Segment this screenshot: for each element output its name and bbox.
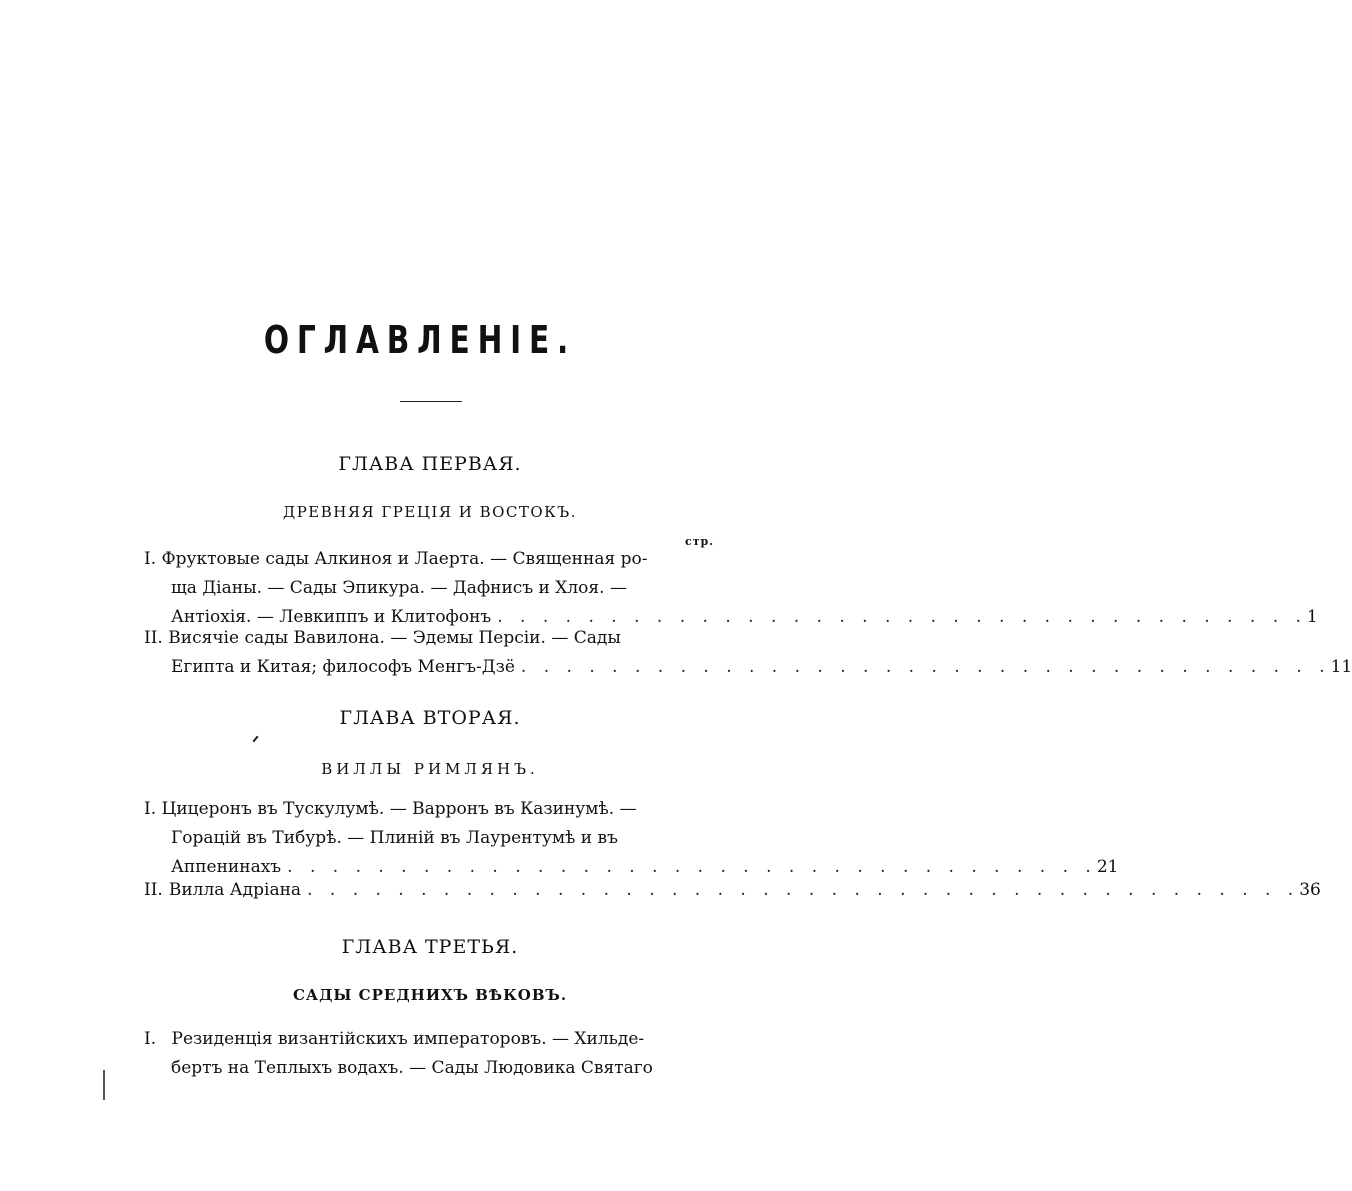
toc-entry-2-1	[144, 795, 1119, 882]
entry-text-line: Резиденція византійскихъ императоровъ. — Хильде-	[171, 1029, 645, 1049]
toc-entry-1-1	[144, 545, 1318, 632]
entry-text-line: Вилла Адріана	[168, 880, 302, 900]
entry-page-number: 36	[1299, 880, 1321, 900]
dot-leader: . . . . . . . . . . . . . . . . . . . . . . . . . . . . . . . . . . . .	[287, 857, 1097, 877]
entry-number: II.	[144, 880, 163, 900]
entry-text-line: Горацій въ Тибурѣ. — Плиній въ Лаурентумѣ и въ	[171, 828, 618, 848]
toc-entry-2-2	[144, 876, 1321, 905]
dot-leader: . . . . . . . . . . . . . . . . . . . . . . . . . . . . . . . . . . . . . . . . . . . .	[307, 880, 1300, 900]
chapter-3-heading: ГЛАВА ТРЕТЬЯ.	[341, 936, 519, 958]
entry-number: I.	[144, 549, 157, 569]
title-divider	[400, 401, 462, 402]
toc-entry-3-1	[144, 1025, 714, 1083]
margin-mark	[103, 1070, 105, 1100]
entry-text-line: Египта и Китая; философъ Менгъ-Дзё	[171, 657, 515, 677]
entry-text-line: Аппенинахъ	[171, 857, 282, 877]
chapter-1-subtitle: ДРЕВНЯЯ ГРЕЦІЯ И ВОСТОКЪ.	[283, 503, 577, 521]
entry-text-line: Антіохія. — Левкиппъ и Клитофонъ	[171, 607, 492, 627]
entry-text-line: ща Діаны. — Сады Эпикура. — Дафнисъ и Хлоя. —	[171, 578, 627, 598]
dot-leader: . . . . . . . . . . . . . . . . . . . . . . . . . . . . . . . . . . . .	[520, 657, 1331, 677]
entry-number: I.	[144, 799, 157, 819]
chapter-2-subtitle: ВИЛЛЫ РИМЛЯНЪ.	[321, 760, 539, 778]
dot-leader: . . . . . . . . . . . . . . . . . . . . . . . . . . . . . . . . . . . .	[497, 607, 1307, 627]
chapter-2-heading: ГЛАВА ВТОРАЯ.	[339, 707, 521, 729]
entry-number: I.	[144, 1029, 157, 1049]
entry-page-number: 21	[1096, 857, 1119, 877]
entry-text-line: Цицеронъ въ Тускулумѣ. — Варронъ въ Казинумѣ. —	[161, 799, 637, 819]
chapter-3-subtitle: САДЫ СРЕДНИХЪ ВѢКОВЪ.	[292, 986, 568, 1004]
page-title: ОГЛАВЛЕНІЕ.	[263, 318, 577, 362]
entry-text-line: Фруктовые сады Алкиноя и Лаерта. — Священная ро-	[161, 549, 648, 569]
entry-page-number: 1	[1306, 607, 1318, 627]
page-column-label: стр.	[685, 535, 715, 548]
entry-page-number: 11	[1330, 657, 1352, 677]
toc-entry-1-2	[144, 624, 1352, 682]
entry-text-line: Висячіе сады Вавилона. — Эдемы Персіи. — Сады	[168, 628, 621, 648]
entry-text-line: бертъ на Теплыхъ водахъ. — Сады Людовика Святаго	[171, 1058, 653, 1078]
entry-number: II.	[144, 628, 163, 648]
ink-mark	[252, 736, 258, 743]
chapter-1-heading: ГЛАВА ПЕРВАЯ.	[338, 453, 522, 475]
